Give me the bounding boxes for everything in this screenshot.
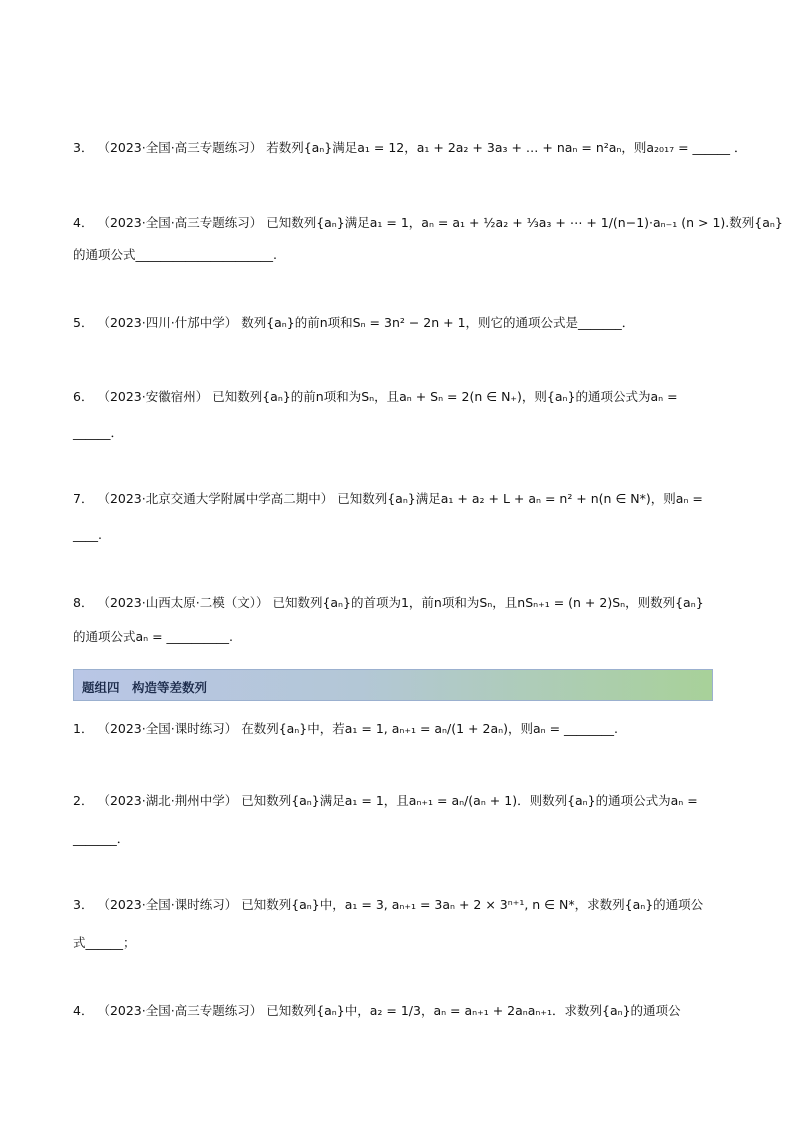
question-source: （2023·全国·课时练习） (97, 721, 238, 736)
question-5 (73, 312, 723, 334)
question-6 (73, 386, 723, 444)
question-text: 已知数列{aₙ}中，a₁ = 3, aₙ₊₁ = 3aₙ + 2 × 3ⁿ⁺¹, n ∈ N*，求数列{aₙ}的通项公 (241, 897, 704, 912)
question-source: （2023·全国·高三专题练习） (97, 1003, 263, 1018)
question-text: 在数列{aₙ}中，若a₁ = 1, aₙ₊₁ = aₙ/(1 + 2aₙ)，则aₙ = ________. (241, 721, 619, 736)
question-source: （2023·全国·课时练习） (97, 897, 238, 912)
question-source: （2023·山西太原·二模（文）） (97, 595, 269, 610)
question-source: （2023·四川·什邡中学） (97, 315, 238, 330)
question-source: （2023·全国·高三专题练习） (97, 140, 263, 155)
question-continuation: _______． (73, 831, 130, 846)
question-source: （2023·湖北·荆州中学） (97, 793, 238, 808)
question-text: 数列{aₙ}的前n项和Sₙ = 3n² − 2n + 1，则它的通项公式是_______． (241, 315, 635, 330)
question-7 (73, 488, 723, 546)
question-number: 8． (73, 595, 94, 610)
question-source: （2023·安徽宿州） (97, 389, 209, 404)
question-text: 已知数列{aₙ}满足a₁ = 1，aₙ = a₁ + ½a₂ + ⅓a₃ + ⋯ + 1/(n−1)·aₙ₋₁ (n > 1).数列{aₙ} (266, 215, 783, 230)
question-number: 3． (73, 897, 94, 912)
question-g4-3 (73, 894, 723, 954)
question-number: 2． (73, 793, 94, 808)
question-number: 6． (73, 389, 94, 404)
question-number: 3． (73, 140, 94, 155)
question-text: 已知数列{aₙ}中，a₂ = 1/3，aₙ = aₙ₊₁ + 2aₙaₙ₊₁．求数列{aₙ}的通项公 (266, 1003, 681, 1018)
question-3 (73, 137, 747, 159)
question-number: 1． (73, 721, 94, 736)
question-g4-2 (73, 790, 723, 850)
question-continuation: 的通项公式aₙ = __________. (73, 629, 234, 644)
question-g4-1 (73, 718, 723, 740)
question-text: 已知数列{aₙ}满足a₁ = 1，且aₙ₊₁ = aₙ/(aₙ + 1)．则数列{aₙ}的通项公式为aₙ = (241, 793, 698, 808)
question-text: 已知数列{aₙ}的首项为1，前n项和为Sₙ，且nSₙ₊₁ = (n + 2)Sₙ，则数列{aₙ} (272, 595, 704, 610)
question-number: 4． (73, 215, 94, 230)
question-text: 已知数列{aₙ}满足a₁ + a₂ + L + aₙ = n² + n(n ∈ N*)，则aₙ = (337, 491, 703, 506)
section-banner (73, 669, 713, 701)
question-text: 已知数列{aₙ}的前n项和为Sₙ，且aₙ + Sₙ = 2(n ∈ N₊)，则{aₙ}的通项公式为aₙ = (212, 389, 678, 404)
question-continuation: 式______； (73, 935, 136, 950)
question-text: 若数列{aₙ}满足a₁ = 12，a₁ + 2a₂ + 3a₃ + … + naₙ = n²aₙ，则a₂₀₁₇ = ______ ． (266, 140, 747, 155)
question-number: 7． (73, 491, 94, 506)
section-title: 题组四 构造等差数列 (82, 680, 208, 695)
question-continuation: 的通项公式______________________. (73, 247, 277, 262)
question-source: （2023·全国·高三专题练习） (97, 215, 263, 230)
question-4 (73, 212, 783, 266)
question-number: 4． (73, 1003, 94, 1018)
question-source: （2023·北京交通大学附属中学高二期中） (97, 491, 334, 506)
question-number: 5． (73, 315, 94, 330)
question-g4-4 (73, 1000, 723, 1022)
question-continuation: ____. (73, 527, 102, 542)
question-continuation: ______． (73, 425, 124, 440)
question-8 (73, 592, 723, 648)
